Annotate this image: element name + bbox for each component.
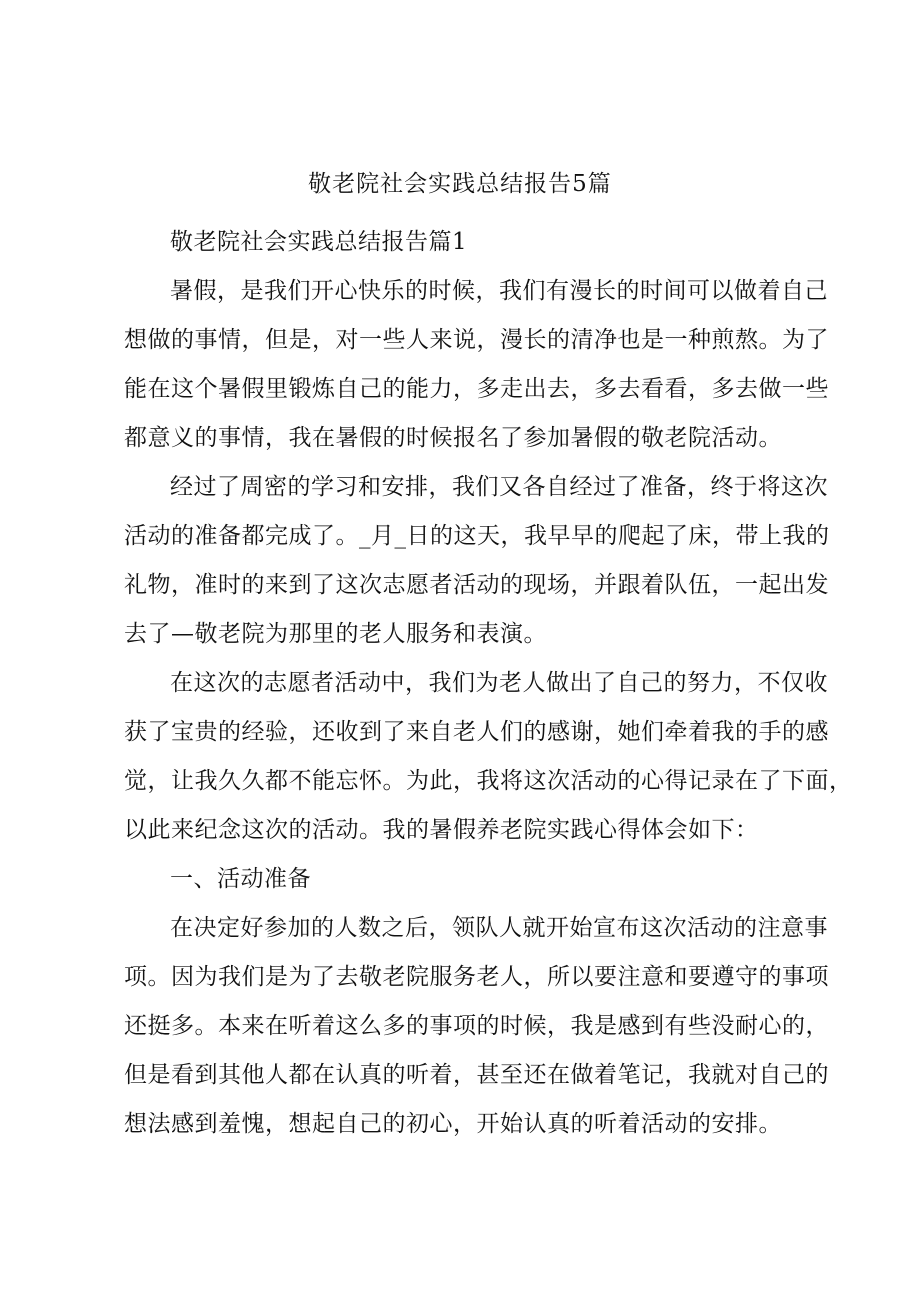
paragraph-line: 在这次的志愿者活动中，我们为老人做出了自己的努力，不仅收 — [170, 670, 828, 696]
paragraph-line: 获了宝贵的经验，还收到了来自老人们的感谢，她们牵着我的手的感 — [124, 719, 829, 745]
paragraph-line: 暑假，是我们开心快乐的时候，我们有漫长的时间可以做着自己 — [170, 278, 828, 304]
paragraph-1 — [124, 267, 829, 463]
subheading: 一、活动准备 — [170, 866, 311, 892]
paragraph-line: 都意义的事情，我在暑假的时候报名了参加暑假的敬老院活动。 — [124, 425, 782, 451]
paragraph-3 — [124, 659, 853, 855]
paragraph-line: 还挺多。本来在听着这么多的事项的时候，我是感到有些没耐心的， — [124, 1013, 829, 1039]
paragraph-line: 觉，让我久久都不能忘怀。为此，我将这次活动的心得记录在了下面， — [124, 768, 853, 794]
paragraph-line: 项。因为我们是为了去敬老院服务老人，所以要注意和要遵守的事项 — [124, 964, 829, 990]
paragraph-line: 以此来纪念这次的活动。我的暑假养老院实践心得体会如下： — [124, 817, 759, 843]
document-body — [124, 218, 853, 1149]
document-title: 敬老院社会实践总结报告5篇 — [308, 171, 612, 197]
section-heading: 敬老院社会实践总结报告篇1 — [170, 229, 468, 255]
paragraph-2 — [124, 463, 830, 659]
paragraph-line: 但是看到其他人都在认真的听着，甚至还在做着笔记，我就对自己的 — [124, 1062, 829, 1088]
paragraph-line: 礼物，准时的来到了这次志愿者活动的现场，并跟着队伍，一起出发 — [124, 572, 829, 598]
paragraph-line: 想法感到羞愧，想起自己的初心，开始认真的听着活动的安排。 — [124, 1111, 782, 1137]
paragraph-line: 活动的准备都完成了。_月_日的这天，我早早的爬起了床，带上我的 — [124, 523, 830, 549]
paragraph-line: 经过了周密的学习和安排，我们又各自经过了准备，终于将这次 — [170, 474, 828, 500]
paragraph-line: 想做的事情，但是，对一些人来说，漫长的清净也是一种煎熬。为了 — [124, 327, 829, 353]
paragraph-line: 能在这个暑假里锻炼自己的能力，多走出去，多去看看，多去做一些 — [124, 376, 829, 402]
paragraph-line: 在决定好参加的人数之后，领队人就开始宣布这次活动的注意事 — [170, 915, 828, 941]
paragraph-4 — [124, 904, 829, 1149]
paragraph-line: 去了—敬老院为那里的老人服务和表演。 — [124, 621, 547, 647]
